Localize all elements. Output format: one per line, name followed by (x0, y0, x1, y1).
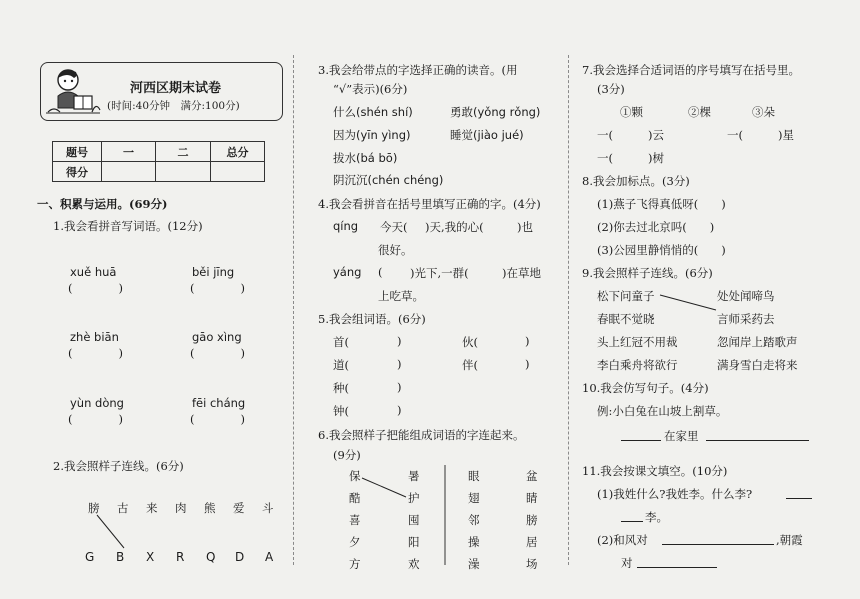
example-line (97, 515, 124, 548)
answer-parens[interactable]: ( ) (68, 346, 123, 360)
example-line (660, 295, 716, 310)
poem-line-right[interactable]: 忽闻岸上踏歌声 (717, 335, 798, 349)
question-3-title-cont: “√”表示)(6分) (333, 82, 408, 96)
link-char[interactable]: 邻 (468, 513, 480, 527)
word-group-item[interactable]: 伙( (462, 335, 478, 349)
reading-choice[interactable]: 阴沉沉(chén chéng) (333, 173, 444, 187)
match-char[interactable]: 肉 (175, 501, 187, 515)
fill-text[interactable]: )也 (517, 220, 533, 234)
question-3-title: 3.我会给带点的字选择正确的读音。(用 (318, 63, 518, 77)
poem-line-left[interactable]: 李白乘舟将欲行 (597, 358, 678, 372)
score-table-cell: 二 (156, 142, 211, 162)
question-4-title: 4.我会看拼音在括号里填写正确的字。(4分) (318, 197, 541, 211)
example-sentence: 例:小白兔在山坡上割草。 (597, 404, 728, 418)
reading-choice[interactable]: 勇敢(yǒng rǒng) (450, 105, 541, 119)
match-letter[interactable]: D (235, 550, 245, 564)
link-char[interactable]: 场 (526, 557, 538, 571)
punctuation-item[interactable]: (2)你去过北京吗( ) (597, 220, 715, 234)
link-char[interactable]: 夕 (349, 535, 361, 549)
pinyin-prompt: běi jīng (192, 265, 235, 279)
match-letter[interactable]: G (85, 550, 95, 564)
word-group-close: ) (397, 334, 402, 348)
score-table-cell: 得分 (53, 162, 102, 182)
answer-parens[interactable]: ( ) (190, 281, 245, 295)
link-char[interactable]: 酷 (349, 491, 361, 505)
word-group-close: ) (397, 403, 402, 417)
poem-line-left[interactable]: 春眠不觉晓 (597, 312, 655, 326)
match-letter[interactable]: B (116, 550, 125, 564)
fill-text[interactable]: )光下,一群( (410, 266, 469, 280)
example-line (362, 478, 406, 497)
link-char[interactable]: 澡 (468, 557, 480, 571)
question-7-title: 7.我会选择合适词语的序号填写在括号里。 (582, 63, 800, 77)
fill-text[interactable]: 一( (597, 128, 613, 142)
poem-line-right[interactable]: 言师采药去 (717, 312, 775, 326)
word-group-item[interactable]: 伴( (462, 358, 478, 372)
word-group-close: ) (525, 334, 530, 348)
fill-text: (2)和风对 (597, 533, 648, 547)
link-char[interactable]: 囤 (408, 513, 420, 527)
question-2-title: 2.我会照样子连线。(6分) (53, 459, 184, 473)
question-11-title: 11.我会按课文填空。(10分) (582, 464, 728, 478)
answer-parens[interactable]: ( ) (68, 412, 123, 426)
fill-text: 上吃草。 (378, 289, 424, 303)
fill-text: 很好。 (378, 243, 413, 257)
question-1-title: 1.我会看拼音写词语。(12分) (53, 219, 203, 233)
pinyin-prompt: zhè biān (70, 330, 119, 344)
word-group-item[interactable]: 首( (333, 335, 349, 349)
pinyin-prompt: qíng (333, 219, 359, 233)
question-5-title: 5.我会组词语。(6分) (318, 312, 426, 326)
reading-choice[interactable]: 因为(yīn yìng) (333, 128, 411, 142)
fill-text: 在家里 (664, 429, 699, 443)
pinyin-prompt: xuě huā (70, 265, 117, 279)
measure-word-option: ①颗 (620, 105, 643, 119)
poem-line-left[interactable]: 头上红冠不用裁 (597, 335, 678, 349)
punctuation-item[interactable]: (1)燕子飞得真低呀( ) (597, 197, 726, 211)
question-10-title: 10.我会仿写句子。(4分) (582, 381, 709, 395)
poem-line-left[interactable]: 松下问童子 (597, 289, 655, 303)
reading-choice[interactable]: 拔水(bá bō) (333, 151, 398, 165)
match-letter[interactable]: A (265, 550, 274, 564)
answer-parens[interactable]: ( ) (68, 281, 123, 295)
link-char[interactable]: 阳 (408, 535, 420, 549)
fill-text[interactable]: )在草地 (502, 266, 541, 280)
section-title: 一、积累与运用。(69分) (37, 197, 168, 211)
fill-text[interactable]: 一( (727, 128, 743, 142)
fill-text: 李。 (645, 510, 668, 524)
match-char[interactable]: 斗 (262, 501, 274, 515)
exam-time-info: (时间:40分钟 满分:100分) (107, 100, 240, 112)
link-char[interactable]: 睛 (526, 491, 538, 505)
match-letter[interactable]: Q (206, 550, 216, 564)
word-group-close: ) (397, 357, 402, 371)
question-9-title: 9.我会照样子连线。(6分) (582, 266, 713, 280)
pinyin-prompt: fēi cháng (192, 396, 246, 410)
match-char[interactable]: 古 (117, 501, 129, 515)
match-char[interactable]: 来 (146, 501, 158, 515)
word-group-item[interactable]: 钟( (333, 404, 349, 418)
reading-choice[interactable]: 什么(shén shí) (333, 105, 413, 119)
pinyin-prompt: yáng (333, 265, 362, 279)
link-char[interactable]: 喜 (349, 513, 361, 527)
fill-text: (1)我姓什么?我姓李。什么李? (597, 487, 753, 501)
word-group-close: ) (397, 380, 402, 394)
link-char[interactable]: 盆 (526, 469, 538, 483)
link-char[interactable]: 翅 (468, 491, 480, 505)
poem-line-right[interactable]: 处处闻啼鸟 (717, 289, 775, 303)
match-char[interactable]: 爱 (233, 501, 245, 515)
fill-text: )星 (778, 128, 794, 142)
match-char[interactable]: 熊 (204, 501, 216, 515)
measure-word-option: ③朵 (752, 105, 775, 119)
pinyin-prompt: gāo xìng (192, 330, 242, 344)
fill-text: )云 (648, 128, 664, 142)
fill-text[interactable]: )天,我的心( (425, 220, 484, 234)
match-char[interactable]: 膀 (88, 501, 100, 515)
score-table-cell: 题号 (53, 142, 102, 162)
fill-text[interactable]: 一( (597, 151, 613, 165)
punctuation-item[interactable]: (3)公园里静悄悄的( ) (597, 243, 726, 257)
link-char[interactable]: 暑 (408, 469, 420, 483)
score-table-cell: 一 (102, 142, 156, 162)
match-letter[interactable]: X (146, 550, 155, 564)
word-group-item[interactable]: 种( (333, 381, 349, 395)
answer-parens[interactable]: ( ) (190, 412, 245, 426)
question-6-title-cont: (9分) (333, 448, 361, 462)
measure-word-option: ②棵 (688, 105, 711, 119)
score-table-cell: 总分 (211, 142, 265, 162)
question-7-score: (3分) (597, 82, 625, 96)
pinyin-prompt: yùn dòng (70, 396, 124, 410)
fill-text: 对 (621, 556, 633, 570)
exam-title: 河西区期末试卷 (130, 81, 222, 96)
link-char[interactable]: 保 (349, 469, 361, 483)
fill-text: ,朝霞 (776, 533, 803, 547)
question-6-title: 6.我会照样子把能组成词语的字连起来。 (318, 428, 525, 442)
fill-text: )树 (648, 151, 664, 165)
answer-parens[interactable]: ( ) (190, 346, 245, 360)
fill-text: ( (378, 265, 383, 279)
link-char[interactable]: 眼 (468, 469, 480, 483)
link-char[interactable]: 护 (408, 491, 420, 505)
poem-line-right[interactable]: 满身雪白走将来 (717, 358, 798, 372)
fill-text: 今天( (380, 220, 408, 234)
question-8-title: 8.我会加标点。(3分) (582, 174, 690, 188)
reading-choice[interactable]: 睡觉(jiào jué) (450, 128, 524, 142)
word-group-close: ) (525, 357, 530, 371)
match-letter[interactable]: R (176, 550, 185, 564)
link-char[interactable]: 操 (468, 535, 480, 549)
link-char[interactable]: 方 (349, 557, 361, 571)
link-char[interactable]: 居 (526, 535, 538, 549)
link-char[interactable]: 膀 (526, 513, 538, 527)
word-group-item[interactable]: 道( (333, 358, 349, 372)
link-char[interactable]: 欢 (408, 557, 420, 571)
